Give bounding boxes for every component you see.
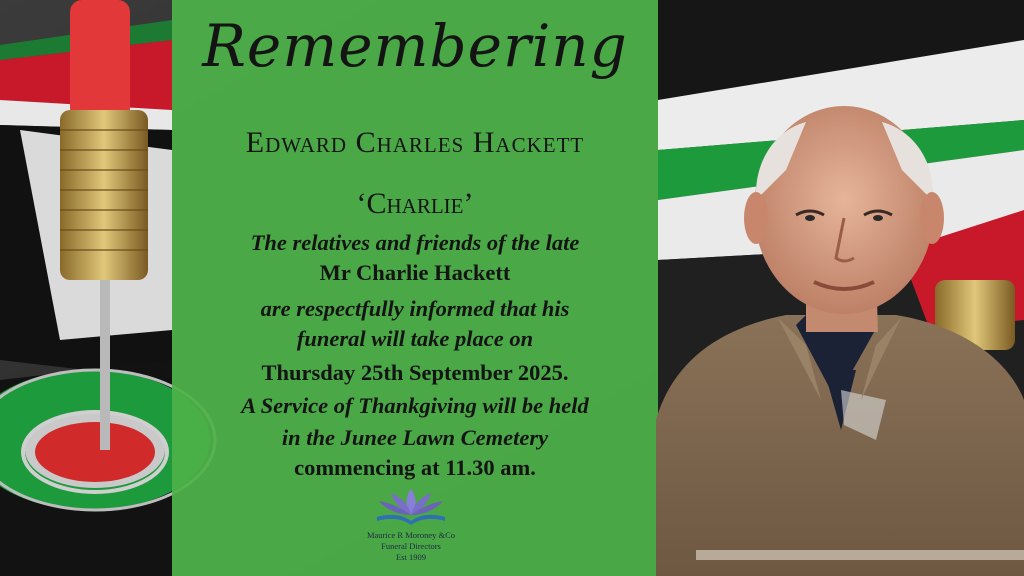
funeral-director-name: Maurice R Moroney &Co	[366, 530, 456, 540]
funeral-director-role: Funeral Directors	[381, 541, 441, 551]
notice-line-6: A Service of Thankgiving will be held	[241, 393, 589, 418]
notice-line-4: funeral will take place on	[296, 326, 534, 351]
lotus-book-logo-icon	[371, 487, 451, 527]
notice-line-1: The relatives and friends of the late	[250, 230, 580, 255]
deceased-full-name: Edward Charles Hackett	[245, 126, 585, 159]
portrait-photo	[656, 100, 1024, 576]
notice-line-2: Mr Charlie Hackett	[319, 260, 511, 285]
notice-line-8: commencing at 11.30 am.	[294, 455, 536, 480]
notice-line-7: in the Junee Lawn Cemetery	[281, 425, 549, 450]
heading-remembering: Remembering	[202, 12, 628, 80]
notice-line-5: Thursday 25th September 2025.	[261, 360, 569, 385]
funeral-director-established: Est 1909	[396, 552, 426, 562]
notice-line-3: are respectfully informed that his	[260, 296, 570, 321]
deceased-nickname: ‘Charlie’	[356, 187, 474, 220]
